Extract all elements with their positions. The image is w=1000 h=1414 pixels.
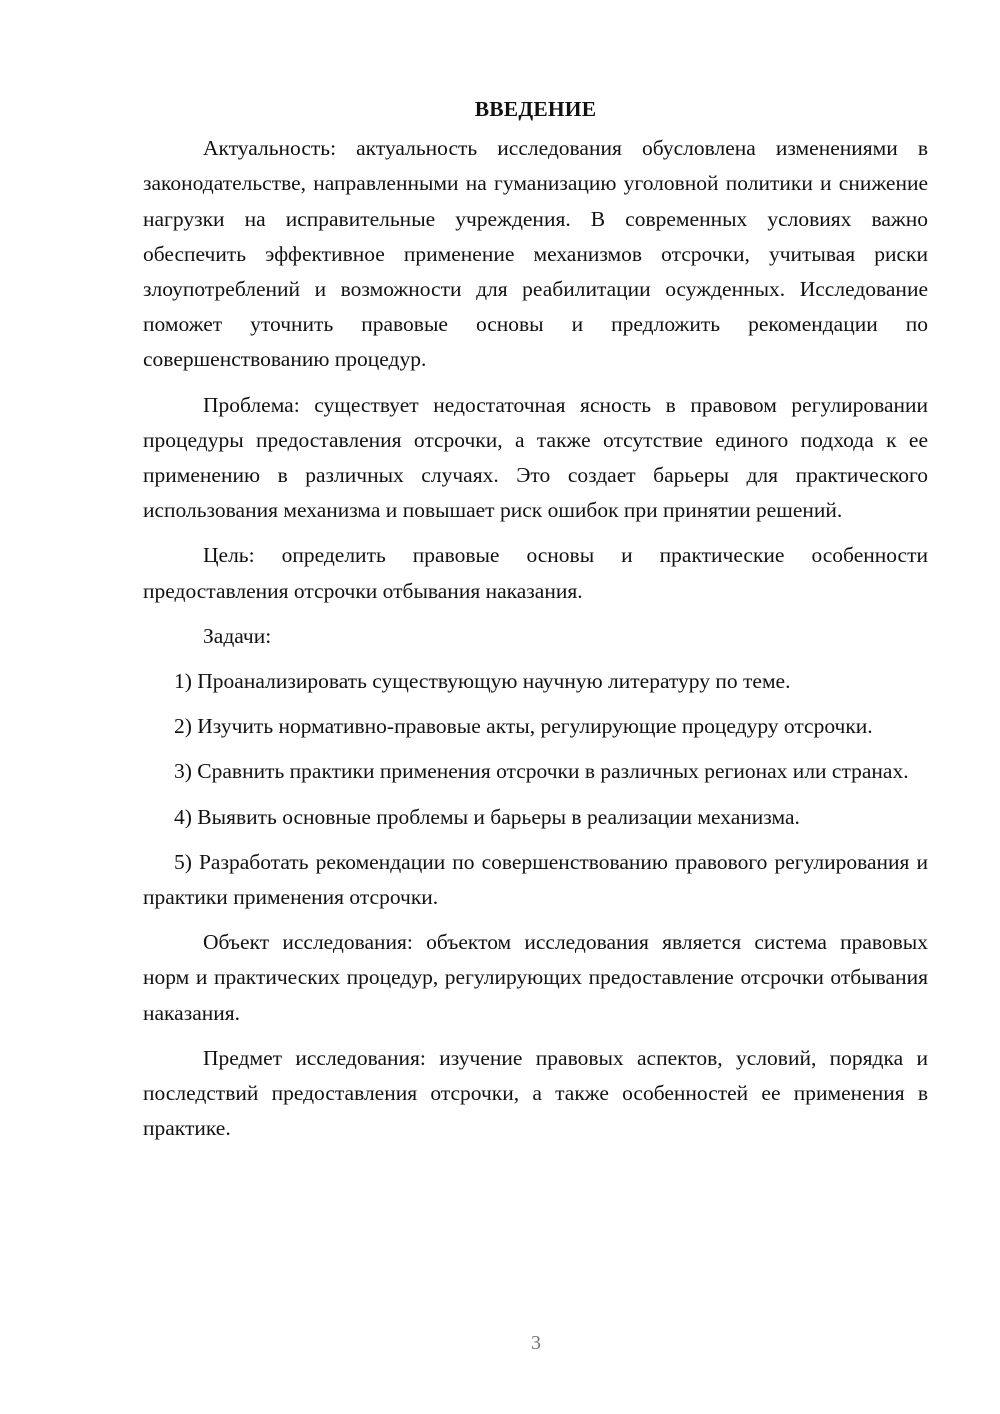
paragraph-object: Объект исследования: объектом исследования является система правовых норм и практических процедур, регулирующих предоставление отсрочки отбывания наказания. (143, 930, 928, 1025)
page-content (143, 92, 928, 1156)
page-number: 3 (531, 1332, 541, 1354)
paragraph-subject: Предмет исследования: изучение правовых аспектов, условий, порядка и последствий предоставления отсрочки, а также особенностей ее применения в практике. (143, 1045, 928, 1141)
paragraph-goal: Цель: определить правовые основы и практические особенности предоставления отсрочки отбывания наказания. (143, 543, 928, 603)
task-item: 2) Изучить нормативно-правовые акты, регулирующие процедуру отсрочки. (174, 714, 873, 739)
task-item: 3) Сравнить практики применения отсрочки в различных регионах или странах. (174, 759, 909, 784)
task-item: 4) Выявить основные проблемы и барьеры в реализации механизма. (174, 804, 800, 829)
paragraph-relevance: Актуальность: актуальность исследования обусловлена изменениями в законодательстве, направленными на гуманизацию уголовной политики и снижение нагрузки на исправительные учреждения. В современных условиях важно обеспечить эффективное применение механизмов отсрочки, учитывая риски злоупотреблений и возможности для реабилитации осужденных. Исследование поможет уточнить правовые основы и предложить рекомендации по совершенствованию процедур. (143, 136, 928, 372)
task-item: 5) Разработать рекомендации по совершенствованию правового регулирования и практики применения отсрочки. (143, 849, 928, 910)
paragraph-tasks-heading: Задачи: (203, 623, 272, 648)
section-title: ВВЕДЕНИЕ (474, 97, 597, 121)
task-item: 1) Проанализировать существующую научную литературу по теме. (174, 669, 791, 694)
paragraph-problem: Проблема: существует недостаточная ясность в правовом регулировании процедуры предоставления отсрочки, а также отсутствие единого подхода к ее применению в различных случаях. Это создает барьеры для практического использования механизма и повышает риск ошибок при принятии решений. (143, 392, 928, 523)
